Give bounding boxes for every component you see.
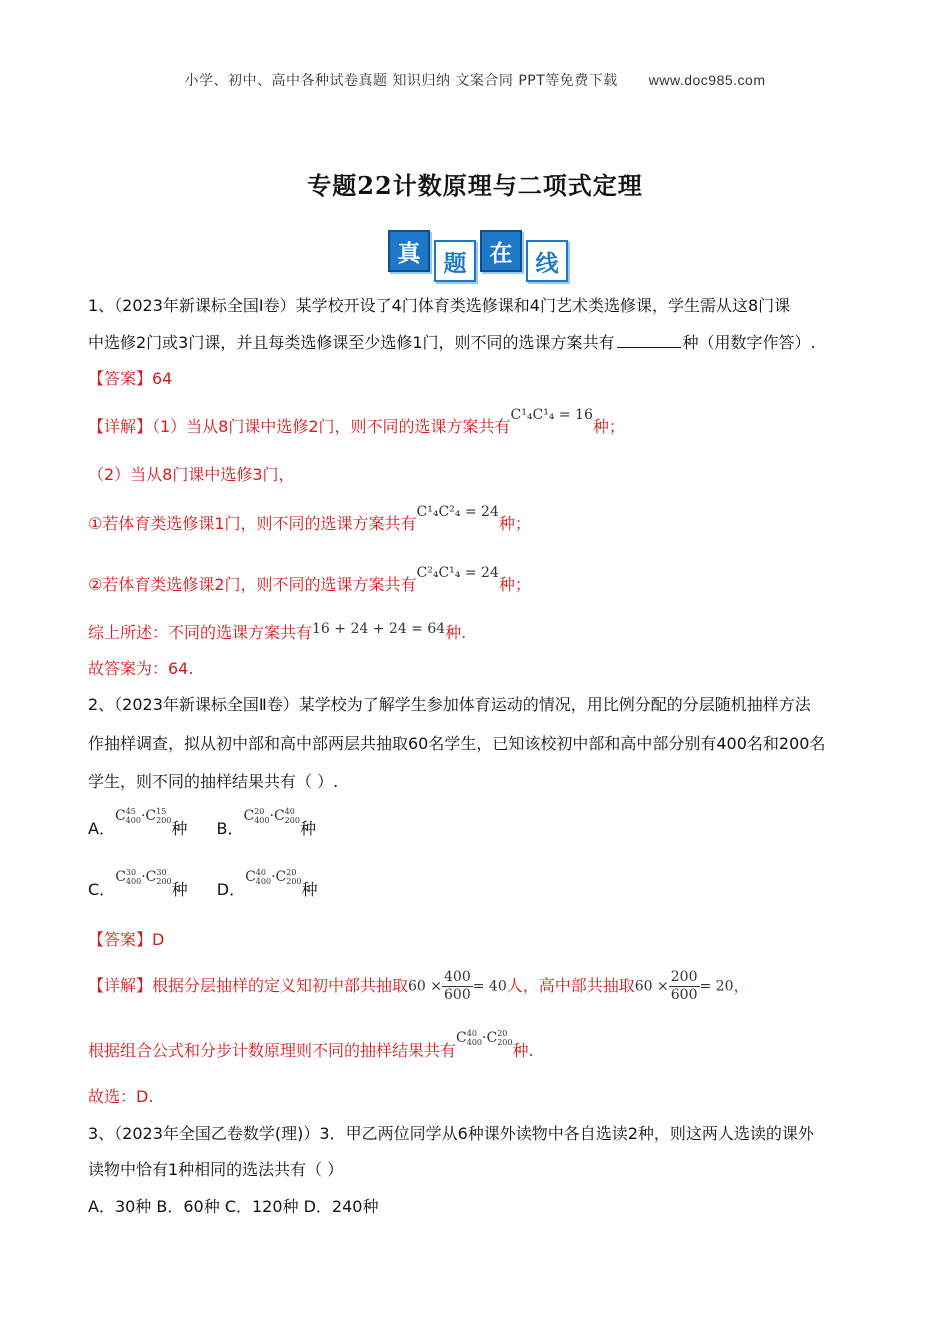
detail-text: 综上所述：不同的选课方案共有	[88, 623, 313, 642]
sub: 200	[497, 1038, 513, 1047]
detail-text: 种；	[498, 575, 531, 594]
sub: 400	[255, 877, 272, 886]
header-text: 小学、初中、高中各种试卷真题 知识归纳 文案合同 PPT等免费下载	[184, 73, 618, 89]
q1-detail-2: （2）当从8门课中选修3门，	[88, 465, 295, 484]
sup: 20	[254, 807, 265, 816]
formula-part: = 20	[699, 978, 734, 995]
formula: C¹₄C²₄ = 24	[416, 504, 499, 520]
option-label: C．	[88, 880, 116, 899]
denominator: 600	[670, 987, 698, 1003]
formula: C¹₄C¹₄ = 16	[510, 407, 593, 423]
detail-text: 种.	[445, 623, 467, 642]
option-d[interactable]	[216, 868, 318, 902]
formula: C 30 400 ·C 30 200	[115, 868, 172, 886]
option-label: B．	[216, 819, 244, 838]
fraction	[669, 969, 700, 1004]
numerator: 200	[670, 969, 698, 985]
detail-text: 根据组合公式和分步计数原理则不同的抽样结果共有	[88, 1041, 457, 1060]
formula: C 40 400 ·C 20 200	[456, 1029, 513, 1047]
sub: 200	[156, 816, 172, 825]
page-header	[0, 70, 950, 90]
detail-text: ①若体育类选修课1门，则不同的选课方案共有	[88, 514, 417, 533]
sub: 200	[284, 816, 300, 825]
sup: 20	[286, 868, 297, 877]
q1-line2-text: 中选修2门或3门课，并且每类选修课至少选修1门，则不同的选课方案共有	[88, 333, 615, 352]
option-c[interactable]	[88, 868, 188, 902]
formula-part: 60 ×	[408, 978, 443, 995]
detail-text: 人，高中部共抽取	[506, 976, 635, 995]
header-site-link[interactable]: www.doc985.com	[648, 72, 766, 88]
detail-text: ，	[733, 976, 750, 995]
q1-line1: 1、（2023年新课标全国Ⅰ卷）某学校开设了4门体育类选修课和4门艺术类选修课，学生需从这8门课	[88, 296, 791, 315]
sub: 400	[254, 816, 270, 825]
sub: 400	[125, 877, 142, 886]
formula: C 40 400 ·C 20 200	[245, 868, 302, 886]
q2-options-row1	[88, 807, 316, 841]
option-unit: 种	[299, 819, 316, 838]
detail-text: 【详解】（1）当从8门课中选修2门，则不同的选课方案共有	[88, 417, 511, 436]
option-a[interactable]	[88, 807, 188, 841]
detail-text: 种；	[498, 514, 531, 533]
sup: 15	[156, 807, 167, 816]
badge-char: 在	[480, 230, 522, 272]
q2-detail-2	[88, 1029, 534, 1063]
badge-char: 真	[388, 230, 430, 272]
detail-text: 种.	[512, 1041, 534, 1060]
q1-detail-1	[88, 407, 625, 438]
formula: C 45 400 ·C 15 200	[114, 807, 172, 825]
option-unit: 种	[171, 880, 188, 899]
badge-char: 题	[434, 240, 476, 282]
q1-detail-5	[88, 622, 466, 644]
q2-line1: 2、（2023年新课标全国Ⅱ卷）某学校为了解学生参加体育运动的情况，用比例分配的分层随机抽样方法	[88, 695, 811, 714]
q3-options: A．30种 B．60种 C．120种 D．240种	[88, 1197, 379, 1216]
q1-final: 故答案为：64.	[88, 659, 194, 678]
formula: 16 + 24 + 24 = 64	[312, 621, 446, 637]
sub: 200	[286, 877, 302, 886]
q1-detail-3	[88, 504, 531, 535]
detail-text: 【详解】根据分层抽样的定义知初中部共抽取	[88, 976, 409, 995]
sub: 400	[466, 1038, 483, 1047]
formula	[408, 969, 507, 1004]
sub: 200	[156, 877, 172, 886]
badge-char: 线	[526, 240, 568, 282]
sup: 20	[497, 1029, 508, 1038]
option-label: D．	[216, 880, 246, 899]
formula: C 20 400 ·C 40 200	[243, 807, 300, 825]
q2-line2: 作抽样调查，拟从初中部和高中部两层共抽取60名学生，已知该校初中部和高中部分别有400名和200名	[88, 734, 826, 753]
section-badge	[388, 230, 568, 282]
sup: 40	[255, 868, 266, 877]
sup: 45	[125, 807, 136, 816]
q3-line1: 3、（2023年全国乙卷数学(理)）3．甲乙两位同学从6种课外读物中各自选读2种，则这两人选读的课外	[88, 1124, 814, 1143]
q1-line2-tail: 种（用数字作答）.	[682, 333, 816, 352]
page-title: 专题22计数原理与二项式定理	[307, 171, 643, 200]
answer-blank	[617, 331, 681, 348]
option-unit: 种	[171, 819, 188, 838]
q2-detail-1	[88, 969, 750, 1010]
denominator: 600	[444, 987, 471, 1003]
sup: 30	[156, 868, 167, 877]
numerator: 400	[444, 969, 471, 985]
formula-part: 60 ×	[634, 978, 669, 995]
option-b[interactable]	[216, 807, 316, 841]
q2-options-row2	[88, 868, 318, 902]
fraction	[442, 969, 473, 1004]
sup: 30	[125, 868, 137, 877]
formula-part: = 40	[472, 978, 507, 995]
q3-line2: 读物中恰有1种相同的选法共有（ ）	[88, 1160, 344, 1179]
q2-line3: 学生，则不同的抽样结果共有（ ）.	[88, 772, 339, 791]
formula: C²₄C¹₄ = 24	[416, 565, 499, 581]
q1-line2	[88, 331, 816, 354]
option-label: A．	[88, 819, 115, 838]
q1-answer: 【答案】64	[88, 369, 173, 388]
formula	[635, 969, 734, 1004]
q1-detail-4	[88, 565, 531, 596]
option-unit: 种	[301, 880, 318, 899]
sup: 40	[284, 807, 295, 816]
detail-text: 种；	[592, 417, 625, 436]
q2-answer: 【答案】D	[88, 930, 165, 949]
sup: 40	[466, 1029, 477, 1038]
sub: 400	[125, 816, 141, 825]
detail-text: ②若体育类选修课2门，则不同的选课方案共有	[88, 575, 417, 594]
q2-final: 故选：D.	[88, 1087, 154, 1106]
